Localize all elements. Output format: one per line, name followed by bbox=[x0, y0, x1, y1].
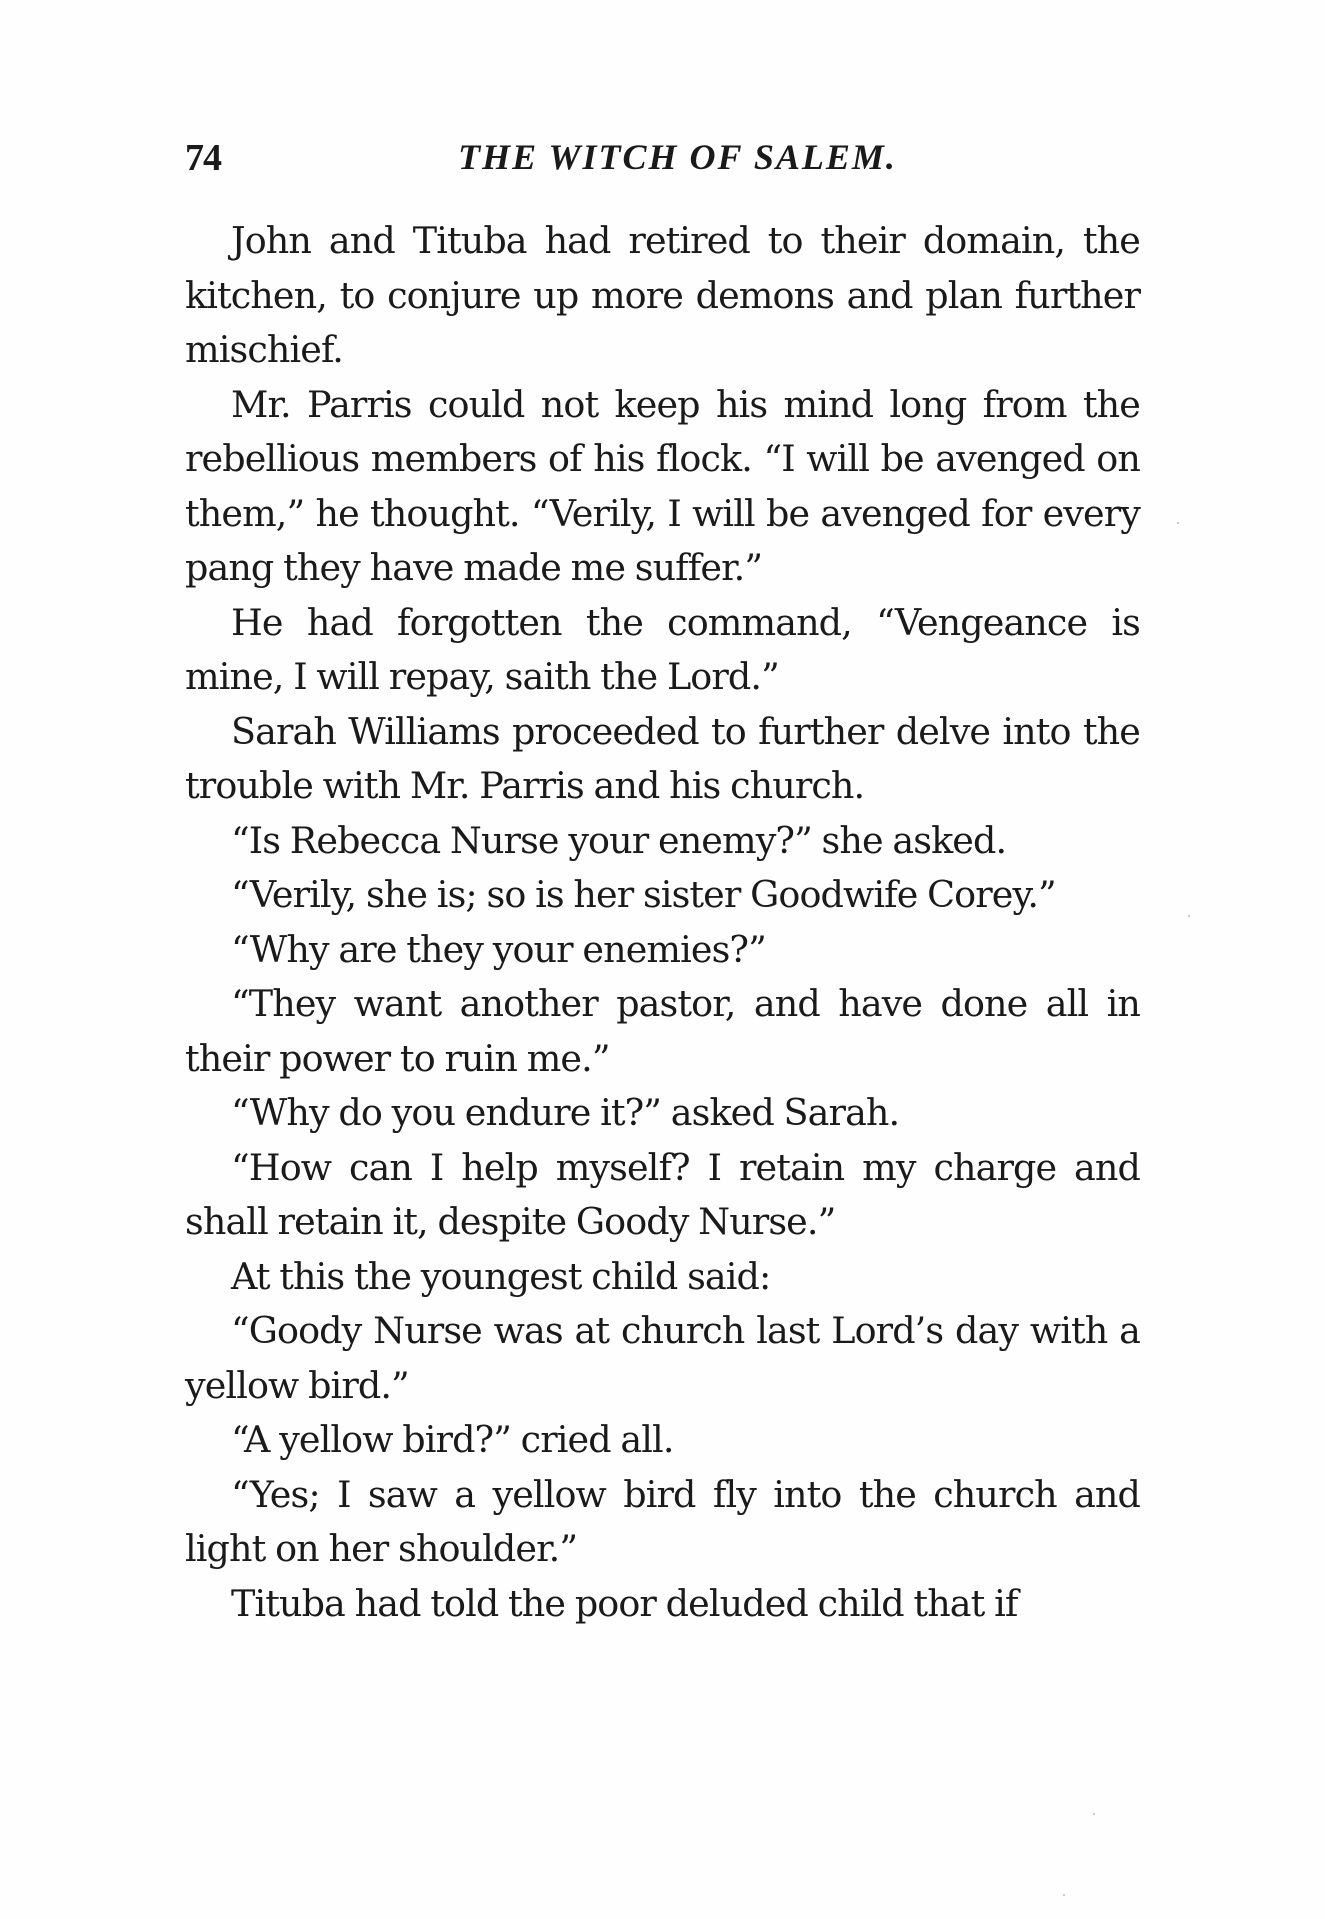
paragraph: “Is Rebecca Nurse your enemy?” she asked. bbox=[231, 818, 1007, 862]
paragraph: John and Tituba had retired to their domain, the kitchen, to conjure up more demons and plan further mischief. bbox=[185, 219, 1140, 371]
paragraph: “How can I help myself? I retain my charge and shall retain it, despite Goody Nurse.” bbox=[185, 1145, 1140, 1243]
paragraph: He had forgotten the command, “Vengeance is mine, I will repay, saith the Lord.” bbox=[185, 600, 1140, 698]
paragraph: Mr. Parris could not keep his mind long from the rebellious members of his flock. “I will be avenged on them,” he thought. “Verily, I will be avenged for every pang they have made me suffer.” bbox=[185, 382, 1140, 589]
paragraph: “Goody Nurse was at church last Lord’s day with a yellow bird.” bbox=[185, 1309, 1140, 1407]
paragraph: At this the youngest child said: bbox=[231, 1254, 771, 1298]
body-text bbox=[185, 214, 1140, 1631]
paper-speck bbox=[1063, 1894, 1065, 1896]
paragraph: “Yes; I saw a yellow bird fly into the church and light on her shoulder.” bbox=[185, 1472, 1140, 1570]
paragraph: “Why are they your enemies?” bbox=[231, 927, 766, 971]
page-header bbox=[185, 136, 1140, 186]
paragraph: “Verily, she is; so is her sister Goodwife Corey.” bbox=[231, 873, 1056, 916]
paper-speck bbox=[1093, 1813, 1095, 1815]
running-title: THE WITCH OF SALEM. bbox=[458, 137, 897, 177]
paragraph: Tituba had told the poor deluded child that if bbox=[231, 1581, 1018, 1625]
paper-speck bbox=[1188, 915, 1190, 917]
paragraph: Sarah Williams proceeded to further delve into the trouble with Mr. Parris and his church. bbox=[185, 709, 1140, 807]
page-number: 74 bbox=[185, 137, 221, 179]
paper-speck bbox=[1177, 522, 1179, 524]
paragraph: “A yellow bird?” cried all. bbox=[231, 1418, 674, 1461]
paragraph: “Why do you endure it?” asked Sarah. bbox=[231, 1091, 900, 1134]
paragraph: “They want another pastor, and have done all in their power to ruin me.” bbox=[185, 982, 1140, 1080]
